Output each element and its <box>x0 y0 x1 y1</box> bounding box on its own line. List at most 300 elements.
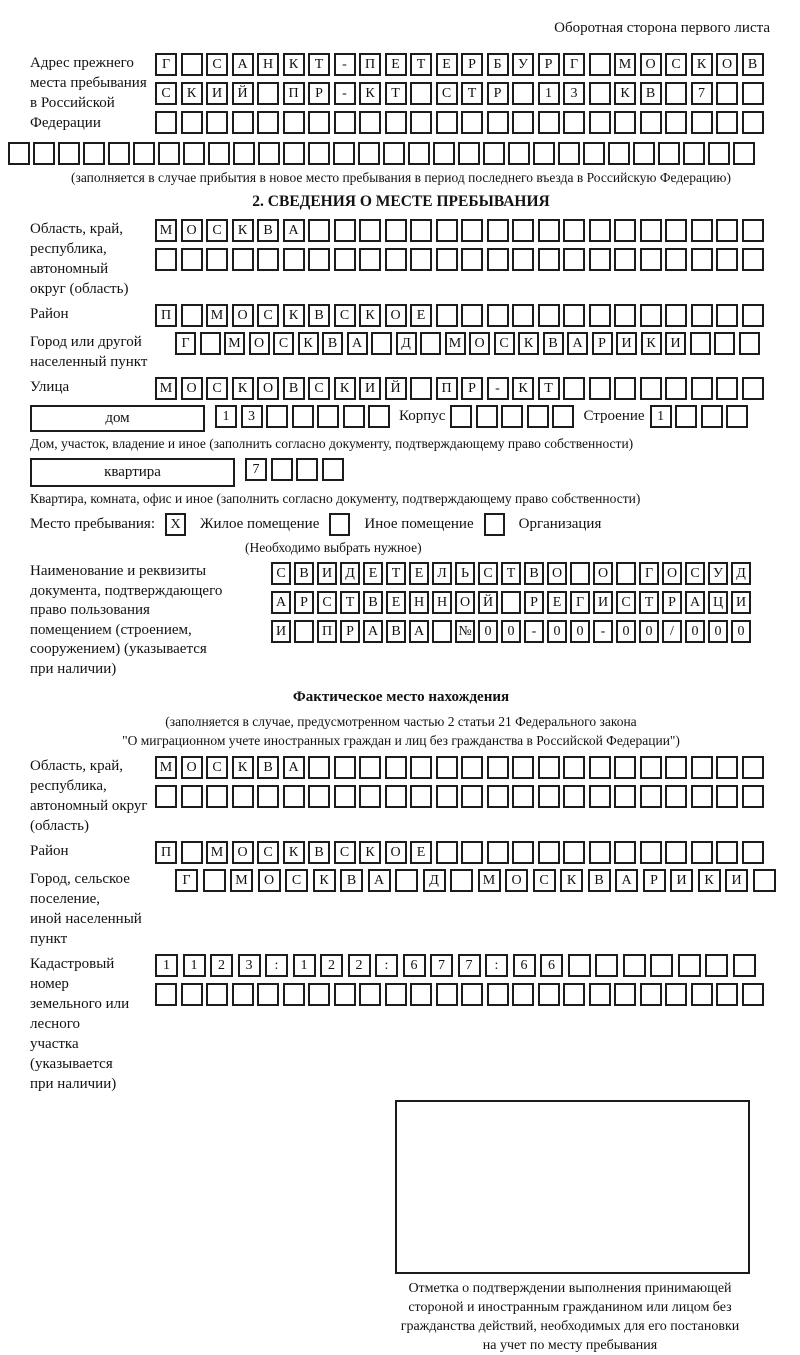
char-cell[interactable] <box>691 841 713 864</box>
char-cell[interactable] <box>742 841 764 864</box>
char-cell[interactable] <box>334 219 356 242</box>
char-cell[interactable] <box>640 377 662 400</box>
char-cell[interactable] <box>665 983 687 1006</box>
char-cell[interactable]: 7 <box>245 458 267 481</box>
stay-type-checkbox-residential[interactable]: X <box>165 513 186 536</box>
char-cell[interactable]: К <box>232 756 254 779</box>
char-cell[interactable] <box>716 983 738 1006</box>
char-cell[interactable]: О <box>593 562 613 585</box>
char-cell[interactable] <box>294 620 314 643</box>
char-cell[interactable]: П <box>155 304 177 327</box>
char-cell[interactable] <box>753 869 776 892</box>
char-cell[interactable]: М <box>155 756 177 779</box>
char-cell[interactable]: О <box>469 332 490 355</box>
char-cell[interactable]: С <box>155 82 177 105</box>
char-cell[interactable] <box>308 142 330 165</box>
char-cell[interactable] <box>640 756 662 779</box>
char-cell[interactable]: Р <box>461 377 483 400</box>
char-cell[interactable] <box>334 983 356 1006</box>
char-cell[interactable]: С <box>494 332 515 355</box>
char-cell[interactable]: 0 <box>731 620 751 643</box>
char-cell[interactable] <box>563 983 585 1006</box>
char-cell[interactable] <box>359 219 381 242</box>
char-cell[interactable]: И <box>359 377 381 400</box>
char-cell[interactable] <box>716 756 738 779</box>
char-cell[interactable] <box>563 756 585 779</box>
char-cell[interactable]: О <box>385 841 407 864</box>
char-cell[interactable] <box>640 111 662 134</box>
char-cell[interactable]: Д <box>731 562 751 585</box>
char-cell[interactable]: И <box>206 82 228 105</box>
char-cell[interactable]: 6 <box>540 954 563 977</box>
char-cell[interactable] <box>461 219 483 242</box>
char-cell[interactable] <box>487 785 509 808</box>
char-cell[interactable]: Е <box>385 53 407 76</box>
char-cell[interactable] <box>739 332 760 355</box>
char-cell[interactable]: С <box>665 53 687 76</box>
char-cell[interactable] <box>665 756 687 779</box>
char-cell[interactable] <box>271 458 293 481</box>
char-cell[interactable] <box>690 332 711 355</box>
char-cell[interactable] <box>233 142 255 165</box>
char-cell[interactable] <box>512 983 534 1006</box>
char-cell[interactable] <box>461 756 483 779</box>
char-cell[interactable]: А <box>347 332 368 355</box>
char-cell[interactable]: Т <box>639 591 659 614</box>
char-cell[interactable]: О <box>662 562 682 585</box>
char-cell[interactable] <box>322 458 344 481</box>
char-cell[interactable]: О <box>257 377 279 400</box>
char-cell[interactable]: С <box>317 591 337 614</box>
char-cell[interactable]: В <box>308 304 330 327</box>
char-cell[interactable] <box>589 841 611 864</box>
char-cell[interactable] <box>512 785 534 808</box>
char-cell[interactable] <box>665 111 687 134</box>
char-cell[interactable]: Н <box>257 53 279 76</box>
char-cell[interactable] <box>501 405 523 428</box>
char-cell[interactable] <box>726 405 748 428</box>
char-cell[interactable]: Е <box>386 591 406 614</box>
char-cell[interactable]: С <box>308 377 330 400</box>
char-cell[interactable] <box>155 248 177 271</box>
char-cell[interactable] <box>589 82 611 105</box>
char-cell[interactable]: 3 <box>241 405 263 428</box>
char-cell[interactable]: И <box>271 620 291 643</box>
char-cell[interactable] <box>538 756 560 779</box>
char-cell[interactable] <box>487 248 509 271</box>
char-cell[interactable]: А <box>283 756 305 779</box>
char-cell[interactable] <box>420 332 441 355</box>
char-cell[interactable] <box>716 248 738 271</box>
char-cell[interactable]: П <box>359 53 381 76</box>
char-cell[interactable] <box>257 785 279 808</box>
char-cell[interactable]: 1 <box>215 405 237 428</box>
char-cell[interactable]: 3 <box>238 954 261 977</box>
char-cell[interactable]: Т <box>461 82 483 105</box>
char-cell[interactable]: К <box>334 377 356 400</box>
char-cell[interactable] <box>608 142 630 165</box>
char-cell[interactable] <box>742 304 764 327</box>
char-cell[interactable] <box>283 248 305 271</box>
char-cell[interactable] <box>691 304 713 327</box>
char-cell[interactable] <box>359 785 381 808</box>
char-cell[interactable] <box>461 248 483 271</box>
char-cell[interactable] <box>616 562 636 585</box>
char-cell[interactable] <box>614 756 636 779</box>
char-cell[interactable]: Р <box>524 591 544 614</box>
char-cell[interactable] <box>206 248 228 271</box>
char-cell[interactable]: В <box>588 869 611 892</box>
char-cell[interactable]: С <box>257 841 279 864</box>
char-cell[interactable] <box>410 377 432 400</box>
char-cell[interactable]: Е <box>363 562 383 585</box>
char-cell[interactable] <box>563 304 585 327</box>
char-cell[interactable]: Т <box>538 377 560 400</box>
char-cell[interactable] <box>742 785 764 808</box>
char-cell[interactable] <box>742 219 764 242</box>
char-cell[interactable]: 6 <box>513 954 536 977</box>
char-cell[interactable] <box>436 841 458 864</box>
char-cell[interactable] <box>232 111 254 134</box>
char-cell[interactable] <box>410 248 432 271</box>
char-cell[interactable]: 1 <box>155 954 178 977</box>
char-cell[interactable] <box>203 869 226 892</box>
char-cell[interactable]: Й <box>232 82 254 105</box>
char-cell[interactable]: Н <box>432 591 452 614</box>
char-cell[interactable] <box>650 954 673 977</box>
char-cell[interactable]: К <box>359 841 381 864</box>
char-cell[interactable] <box>533 142 555 165</box>
char-cell[interactable]: 1 <box>293 954 316 977</box>
char-cell[interactable] <box>570 562 590 585</box>
char-cell[interactable] <box>181 304 203 327</box>
char-cell[interactable] <box>716 377 738 400</box>
char-cell[interactable] <box>538 983 560 1006</box>
char-cell[interactable]: К <box>518 332 539 355</box>
char-cell[interactable] <box>614 248 636 271</box>
char-cell[interactable] <box>410 219 432 242</box>
char-cell[interactable] <box>623 954 646 977</box>
char-cell[interactable]: 0 <box>616 620 636 643</box>
char-cell[interactable]: М <box>445 332 466 355</box>
char-cell[interactable] <box>436 304 458 327</box>
char-cell[interactable]: Е <box>409 562 429 585</box>
char-cell[interactable] <box>742 248 764 271</box>
char-cell[interactable]: В <box>322 332 343 355</box>
char-cell[interactable] <box>614 304 636 327</box>
char-cell[interactable] <box>675 405 697 428</box>
char-cell[interactable] <box>385 219 407 242</box>
char-cell[interactable]: С <box>206 377 228 400</box>
char-cell[interactable] <box>705 954 728 977</box>
char-cell[interactable] <box>708 142 730 165</box>
char-cell[interactable] <box>385 983 407 1006</box>
char-cell[interactable] <box>8 142 30 165</box>
char-cell[interactable]: Д <box>340 562 360 585</box>
char-cell[interactable]: В <box>640 82 662 105</box>
char-cell[interactable]: К <box>298 332 319 355</box>
char-cell[interactable]: И <box>665 332 686 355</box>
char-cell[interactable] <box>432 620 452 643</box>
char-cell[interactable] <box>436 756 458 779</box>
char-cell[interactable] <box>257 111 279 134</box>
char-cell[interactable] <box>334 248 356 271</box>
char-cell[interactable]: У <box>708 562 728 585</box>
char-cell[interactable]: О <box>232 304 254 327</box>
char-cell[interactable] <box>614 785 636 808</box>
char-cell[interactable]: Т <box>386 562 406 585</box>
char-cell[interactable]: С <box>206 53 228 76</box>
char-cell[interactable]: В <box>257 219 279 242</box>
char-cell[interactable]: С <box>436 82 458 105</box>
char-cell[interactable] <box>181 841 203 864</box>
char-cell[interactable]: С <box>271 562 291 585</box>
char-cell[interactable] <box>232 248 254 271</box>
char-cell[interactable] <box>640 248 662 271</box>
char-cell[interactable] <box>232 785 254 808</box>
char-cell[interactable] <box>665 377 687 400</box>
char-cell[interactable]: 0 <box>478 620 498 643</box>
char-cell[interactable]: К <box>359 304 381 327</box>
char-cell[interactable] <box>691 377 713 400</box>
char-cell[interactable]: О <box>258 869 281 892</box>
char-cell[interactable] <box>640 983 662 1006</box>
char-cell[interactable]: М <box>206 841 228 864</box>
char-cell[interactable]: Р <box>340 620 360 643</box>
char-cell[interactable]: С <box>478 562 498 585</box>
char-cell[interactable] <box>742 111 764 134</box>
char-cell[interactable] <box>317 405 339 428</box>
char-cell[interactable]: К <box>698 869 721 892</box>
char-cell[interactable]: 7 <box>458 954 481 977</box>
char-cell[interactable] <box>589 111 611 134</box>
char-cell[interactable] <box>257 248 279 271</box>
char-cell[interactable] <box>155 111 177 134</box>
char-cell[interactable] <box>476 405 498 428</box>
char-cell[interactable] <box>538 785 560 808</box>
char-cell[interactable] <box>640 841 662 864</box>
char-cell[interactable]: М <box>224 332 245 355</box>
char-cell[interactable]: К <box>359 82 381 105</box>
char-cell[interactable] <box>181 983 203 1006</box>
char-cell[interactable] <box>716 785 738 808</box>
char-cell[interactable] <box>283 785 305 808</box>
char-cell[interactable] <box>508 142 530 165</box>
char-cell[interactable] <box>436 219 458 242</box>
char-cell[interactable] <box>665 304 687 327</box>
char-cell[interactable] <box>410 785 432 808</box>
char-cell[interactable]: А <box>409 620 429 643</box>
char-cell[interactable] <box>568 954 591 977</box>
char-cell[interactable] <box>436 248 458 271</box>
char-cell[interactable] <box>410 82 432 105</box>
char-cell[interactable]: К <box>283 841 305 864</box>
char-cell[interactable]: : <box>265 954 288 977</box>
char-cell[interactable] <box>538 248 560 271</box>
char-cell[interactable] <box>410 111 432 134</box>
char-cell[interactable] <box>257 983 279 1006</box>
char-cell[interactable] <box>155 785 177 808</box>
char-cell[interactable] <box>683 142 705 165</box>
char-cell[interactable] <box>283 983 305 1006</box>
char-cell[interactable] <box>487 219 509 242</box>
char-cell[interactable]: Ц <box>708 591 728 614</box>
char-cell[interactable]: 0 <box>501 620 521 643</box>
char-cell[interactable]: М <box>478 869 501 892</box>
char-cell[interactable] <box>665 841 687 864</box>
char-cell[interactable] <box>334 111 356 134</box>
char-cell[interactable]: И <box>317 562 337 585</box>
char-cell[interactable]: Т <box>410 53 432 76</box>
char-cell[interactable] <box>512 82 534 105</box>
char-cell[interactable]: А <box>567 332 588 355</box>
char-cell[interactable]: С <box>685 562 705 585</box>
char-cell[interactable] <box>733 954 756 977</box>
char-cell[interactable] <box>359 111 381 134</box>
char-cell[interactable] <box>595 954 618 977</box>
char-cell[interactable] <box>742 377 764 400</box>
char-cell[interactable]: Ь <box>455 562 475 585</box>
char-cell[interactable] <box>385 756 407 779</box>
char-cell[interactable]: А <box>685 591 705 614</box>
char-cell[interactable] <box>461 111 483 134</box>
char-cell[interactable] <box>292 405 314 428</box>
char-cell[interactable] <box>450 405 472 428</box>
char-cell[interactable]: - <box>334 53 356 76</box>
char-cell[interactable] <box>640 304 662 327</box>
char-cell[interactable]: Р <box>662 591 682 614</box>
char-cell[interactable] <box>633 142 655 165</box>
char-cell[interactable] <box>461 841 483 864</box>
char-cell[interactable] <box>208 142 230 165</box>
char-cell[interactable]: К <box>181 82 203 105</box>
char-cell[interactable] <box>487 983 509 1006</box>
char-cell[interactable]: К <box>512 377 534 400</box>
char-cell[interactable]: С <box>206 219 228 242</box>
char-cell[interactable]: С <box>334 841 356 864</box>
char-cell[interactable]: Е <box>436 53 458 76</box>
char-cell[interactable]: В <box>308 841 330 864</box>
char-cell[interactable] <box>487 841 509 864</box>
char-cell[interactable] <box>589 756 611 779</box>
char-cell[interactable] <box>308 248 330 271</box>
char-cell[interactable]: О <box>181 377 203 400</box>
char-cell[interactable]: О <box>455 591 475 614</box>
char-cell[interactable]: 0 <box>685 620 705 643</box>
char-cell[interactable]: О <box>181 756 203 779</box>
char-cell[interactable]: - <box>334 82 356 105</box>
char-cell[interactable] <box>33 142 55 165</box>
char-cell[interactable] <box>691 785 713 808</box>
char-cell[interactable]: 2 <box>210 954 233 977</box>
char-cell[interactable]: Г <box>570 591 590 614</box>
char-cell[interactable]: О <box>547 562 567 585</box>
char-cell[interactable]: - <box>487 377 509 400</box>
char-cell[interactable]: О <box>640 53 662 76</box>
char-cell[interactable]: 3 <box>563 82 585 105</box>
char-cell[interactable]: О <box>716 53 738 76</box>
char-cell[interactable] <box>563 111 585 134</box>
char-cell[interactable]: И <box>731 591 751 614</box>
char-cell[interactable] <box>658 142 680 165</box>
char-cell[interactable]: П <box>436 377 458 400</box>
char-cell[interactable] <box>716 304 738 327</box>
char-cell[interactable]: 0 <box>639 620 659 643</box>
char-cell[interactable]: Т <box>340 591 360 614</box>
char-cell[interactable]: № <box>455 620 475 643</box>
char-cell[interactable]: И <box>670 869 693 892</box>
char-cell[interactable]: В <box>257 756 279 779</box>
char-cell[interactable] <box>512 219 534 242</box>
char-cell[interactable]: К <box>283 53 305 76</box>
char-cell[interactable] <box>334 756 356 779</box>
char-cell[interactable] <box>512 304 534 327</box>
char-cell[interactable] <box>589 785 611 808</box>
char-cell[interactable] <box>614 377 636 400</box>
char-cell[interactable]: Д <box>396 332 417 355</box>
char-cell[interactable] <box>563 377 585 400</box>
char-cell[interactable] <box>383 142 405 165</box>
char-cell[interactable] <box>742 82 764 105</box>
char-cell[interactable] <box>206 983 228 1006</box>
char-cell[interactable]: Г <box>155 53 177 76</box>
char-cell[interactable]: 1 <box>183 954 206 977</box>
char-cell[interactable] <box>183 142 205 165</box>
char-cell[interactable] <box>308 983 330 1006</box>
char-cell[interactable] <box>716 219 738 242</box>
char-cell[interactable]: В <box>524 562 544 585</box>
char-cell[interactable]: А <box>615 869 638 892</box>
char-cell[interactable]: С <box>334 304 356 327</box>
char-cell[interactable]: Г <box>639 562 659 585</box>
char-cell[interactable] <box>512 841 534 864</box>
char-cell[interactable] <box>589 219 611 242</box>
char-cell[interactable] <box>308 785 330 808</box>
char-cell[interactable] <box>640 785 662 808</box>
char-cell[interactable] <box>512 248 534 271</box>
char-cell[interactable]: - <box>593 620 613 643</box>
char-cell[interactable]: С <box>273 332 294 355</box>
char-cell[interactable]: О <box>505 869 528 892</box>
char-cell[interactable]: Р <box>592 332 613 355</box>
char-cell[interactable]: Л <box>432 562 452 585</box>
char-cell[interactable]: : <box>485 954 508 977</box>
char-cell[interactable] <box>385 785 407 808</box>
char-cell[interactable] <box>538 219 560 242</box>
char-cell[interactable]: 2 <box>320 954 343 977</box>
char-cell[interactable] <box>461 304 483 327</box>
char-cell[interactable] <box>742 756 764 779</box>
char-cell[interactable]: Т <box>308 53 330 76</box>
char-cell[interactable] <box>512 111 534 134</box>
char-cell[interactable]: С <box>285 869 308 892</box>
char-cell[interactable] <box>433 142 455 165</box>
char-cell[interactable] <box>563 785 585 808</box>
char-cell[interactable] <box>436 111 458 134</box>
char-cell[interactable]: Й <box>385 377 407 400</box>
char-cell[interactable]: А <box>363 620 383 643</box>
char-cell[interactable] <box>181 111 203 134</box>
char-cell[interactable]: П <box>283 82 305 105</box>
char-cell[interactable]: О <box>181 219 203 242</box>
char-cell[interactable]: Е <box>410 841 432 864</box>
char-cell[interactable] <box>133 142 155 165</box>
char-cell[interactable]: С <box>206 756 228 779</box>
char-cell[interactable] <box>614 219 636 242</box>
char-cell[interactable]: А <box>368 869 391 892</box>
char-cell[interactable]: С <box>533 869 556 892</box>
char-cell[interactable] <box>487 111 509 134</box>
